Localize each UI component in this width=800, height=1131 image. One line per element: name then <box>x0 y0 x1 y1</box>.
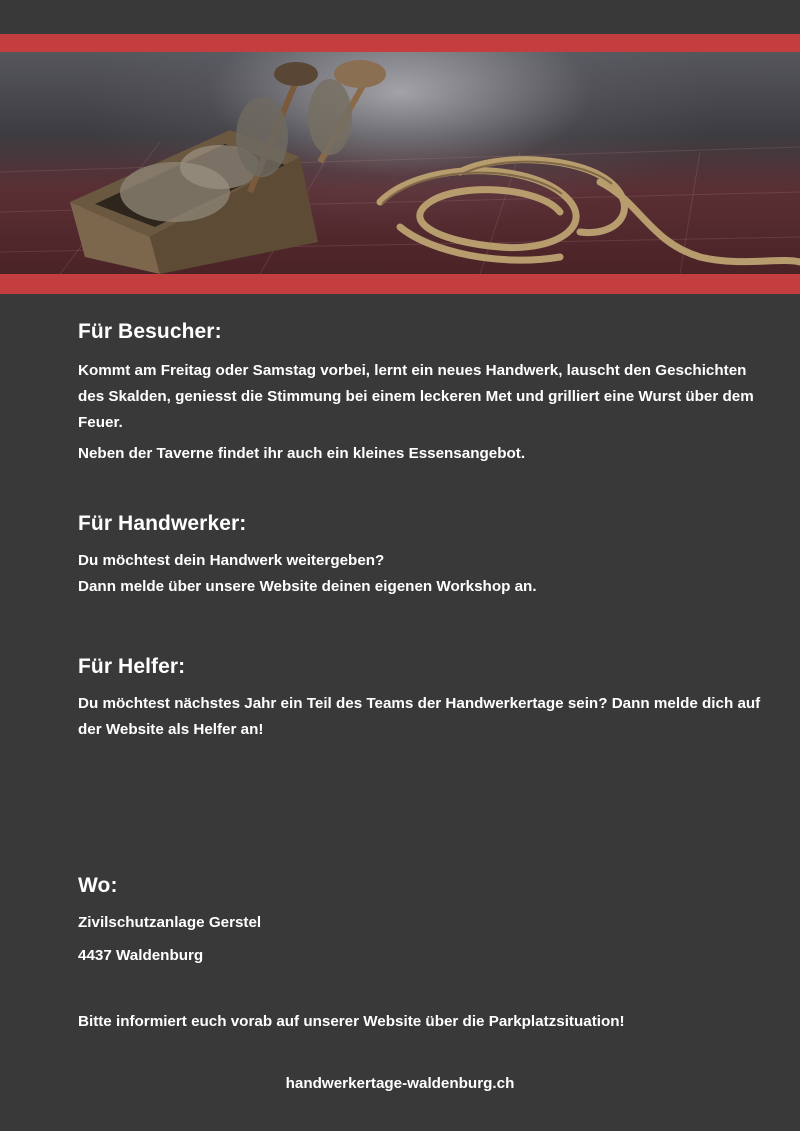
parking-note: Bitte informiert euch vorab auf unserer Website über die Parkplatzsituation! <box>78 1013 625 1030</box>
section-heading-besucher: Für Besucher: <box>78 320 222 343</box>
accent-band-bottom <box>0 274 800 294</box>
hero-image <box>0 52 800 274</box>
location-name: Zivilschutzanlage Gerstel <box>78 914 262 931</box>
besucher-paragraph-2: Neben der Taverne findet ihr auch ein kleines Essensangebot. <box>78 445 526 462</box>
craft-still-life-illustration <box>0 52 800 274</box>
location-address: 4437 Waldenburg <box>78 947 204 964</box>
section-heading-handwerker: Für Handwerker: <box>78 512 247 535</box>
helfer-paragraph: Du möchtest nächstes Jahr ein Teil des Teams der Handwerkertage sein? Dann melde dich auf der Website als Helfer an! <box>78 695 761 738</box>
besucher-paragraph-1: Kommt am Freitag oder Samstag vorbei, lernt ein neues Handwerk, lauscht den Geschichten des Skalden, geniesst die Stimmung bei einem leckeren Met und grilliert eine Wurst über dem Feuer. <box>78 362 754 431</box>
section-heading-helfer: Für Helfer: <box>78 655 186 678</box>
handwerker-line-1: Du möchtest dein Handwerk weitergeben? <box>78 552 385 569</box>
top-margin <box>0 0 800 34</box>
footer-website: handwerkertage-waldenburg.ch <box>285 1075 515 1092</box>
accent-band-top <box>0 34 800 52</box>
section-heading-wo: Wo: <box>78 874 118 897</box>
handwerker-line-2: Dann melde über unsere Website deinen eigenen Workshop an. <box>78 578 537 595</box>
